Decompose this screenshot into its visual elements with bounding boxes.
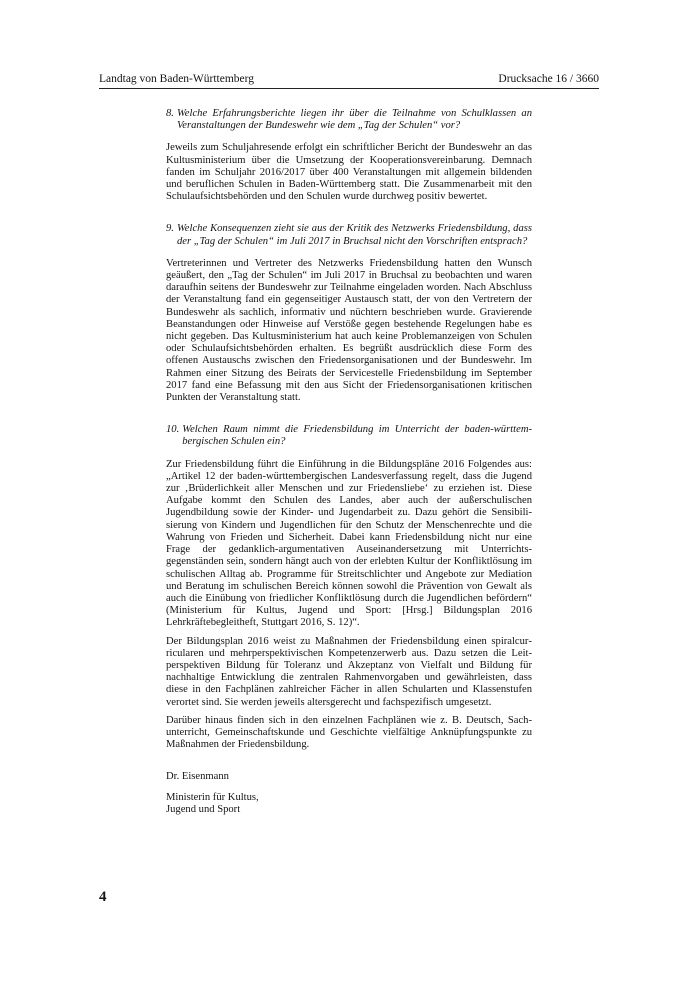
question-number: 8.	[166, 108, 174, 119]
header-parliament-name: Landtag von Baden-Württemberg	[99, 73, 254, 85]
question-text: Welche Erfahrungsberichte liegen ihr über die Teilnahme von Schulklassen an Veranstaltungen der Bundeswehr wie dem „Tag der Schulen“ vor?	[176, 108, 532, 132]
question-text: Welche Konsequenzen zieht sie aus der Kritik des Netzwerks Friedensbildung, dass der „Tag der Schulen“ im Juli 2017 in Bruchsal nicht den Vorschriften entsprach?	[176, 223, 532, 247]
answer-8-paragraph: Jeweils zum Schuljahresende erfolgt ein schriftlicher Bericht der Bundeswehr an das Kultusministerium über die Umsetzung der Kooperationsvereinbarung. Demnach fanden im Schuljahr 2016/2017 über 400 Veranstaltungen mit allgemein bildenden und beruflichen Schulen in Baden-Württemberg statt. Die Zusammenarbeit mit den Schulaufsichtsbehörden und den Schulen wurde durchweg positiv bewertet.	[166, 142, 532, 203]
question-number: 9.	[166, 223, 174, 235]
answer-10-paragraph-1: Zur Friedensbildung führt die Einführung in die Bildungspläne 2016 Folgendes aus: „Artikel 12 der baden-württembergischen Landesverfassung regelt, dass die Jugend zur ‚Brüderlichkeit aller Menschen und zur Friedensliebe‘ zu erziehen ist. Diese Aufgabe kommt den Schulen des Landes, aber auch der außerschulischen Jugendbildung sowie der Kinder- und Jugendarbeit zu. Dazu gehört die Sensibilisierung von Kindern und Jugendlichen für den Schutz der Menschenrechte und die Wahrung von Frieden und Sicherheit. Dabei kann Friedensbildung nicht nur eine Frage der gedanklich-argumentativen Auseinandersetzung mit Unterrichtsgegenständen sein, sondern hängt auch von der erlebten Kultur der Konfliktlösung im schulischen Alltag ab. Programme für Streitschlichter und Angebote zur Mediation und Beratung im schulischen Bereich können sowohl die Prävention von Gewalt als auch die Einübung von friedlicher Konfliktlösung durch die Jugendlichen befördern“ (Ministerium für Kultus, Jugend und Sport: [Hrsg.] Bildungsplan 2016 Lehrkräftebegleitheft, Stuttgart 2016, S. 12)“.	[166, 458, 532, 629]
document-body	[166, 108, 532, 816]
header-document-number: Drucksache 16 / 3660	[498, 73, 599, 85]
signature-title-line-1: Ministerin für Kultus,	[166, 791, 259, 803]
question-10	[166, 424, 532, 448]
answer-10-paragraph-3: Darüber hinaus finden sich in den einzelnen Fachplänen wie z. B. Deutsch, Sachunterricht, Gemeinschaftskunde und Geschichte vielfältige Anknüpfungspunkte zu Maßnahmen der Friedensbildung.	[166, 714, 532, 751]
question-8	[166, 108, 532, 132]
signature-name: Dr. Eisenmann	[166, 771, 229, 783]
answer-10-paragraph-2: Der Bildungsplan 2016 weist zu Maßnahmen der Friedensbildung einen spiralcurricularen und mehrperspektivischen Kompetenzerwerb aus. Dazu setzen die Leitperspektiven Bildung für Toleranz und Akzeptanz von Vielfalt und Bildung für nachhaltige Entwicklung die zentralen Rahmenvorgaben und gewährleisten, dass diese in den Fachplänen zahlreicher Fächer in allen Schularten und Klassenstufen verortet sind. Sie werden jeweils altersgerecht und fachspezifisch umgesetzt.	[166, 635, 532, 708]
signature-title-line-2: Jugend und Sport	[166, 803, 241, 815]
question-number: 10.	[166, 424, 180, 436]
page-number: 4	[99, 889, 107, 905]
answer-9-paragraph: Vertreterinnen und Vertreter des Netzwerks Friedensbildung hatten den Wunsch geäußert, den „Tag der Schulen“ im Juli 2017 in Bruchsal zu beobachten und waren daraufhin seitens der Bundeswehr zur Teilnahme eingeladen worden. Nach Abschluss der Veranstaltung fand ein gegenseitiger Austausch statt, der von den Vertretern der Bundeswehr als sachlich, informativ und nüchtern beschrieben wurde. Gravierende Beanstandungen oder Hinweise auf Verstöße gegen bestehende Regelungen habe es nicht gegeben. Das Kultusministerium hat auch keine Problemanzeigen von Schulen oder Schulaufsichtsbehörden erhalten. Es begrüßt ausdrücklich diese Form des offenen Austauschs zwischen den Friedensorganisationen und der Bundeswehr. Im Rahmen einer Sitzung des Beirats der Servicestelle Friedensbildung im September 2017 fand eine Befassung mit den aus Sicht der Friedensorganisationen kritischen Punkten der Veranstaltung statt.	[166, 257, 532, 404]
header-divider	[99, 88, 599, 89]
question-9	[166, 223, 532, 247]
question-text: Welchen Raum nimmt die Friedensbildung im Unterricht der baden-württembergischen Schulen ein?	[182, 424, 532, 448]
